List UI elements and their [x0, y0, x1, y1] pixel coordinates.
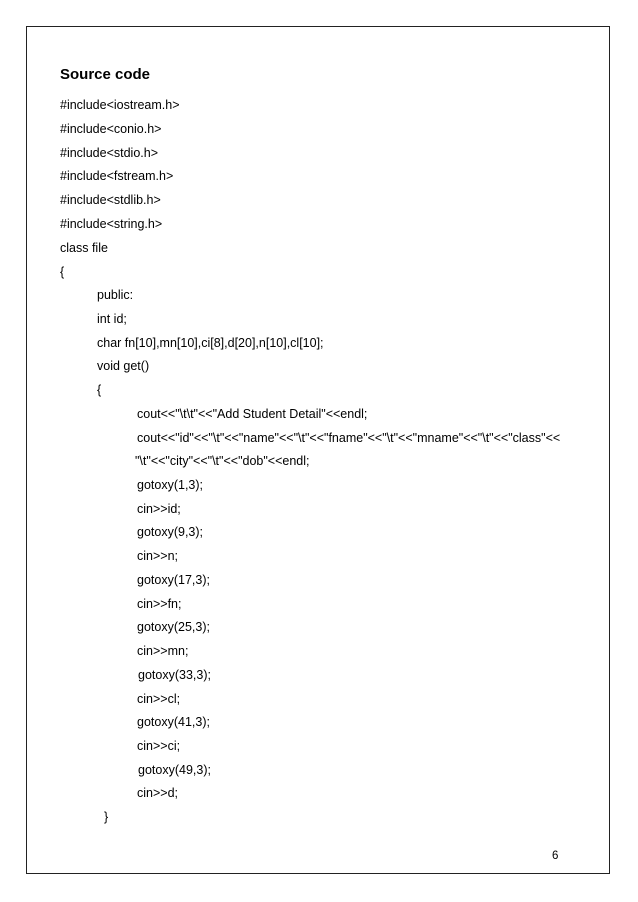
- code-line: char fn[10],mn[10],ci[8],d[20],n[10],cl[10];: [97, 336, 324, 350]
- code-line: cin>>n;: [137, 549, 179, 563]
- code-line: #include<string.h>: [60, 217, 163, 231]
- code-line: cout<<"id"<<"\t"<<"name"<<"\t"<<"fname"<<"\t"<<"mname"<<"\t"<<"class"<<: [137, 431, 561, 445]
- code-line: gotoxy(49,3);: [138, 763, 211, 777]
- code-line: cin>>ci;: [137, 739, 181, 753]
- code-line: #include<conio.h>: [60, 122, 162, 136]
- code-line: #include<iostream.h>: [60, 98, 180, 112]
- code-line: cout<<"\t\t"<<"Add Student Detail"<<endl;: [137, 407, 368, 421]
- code-line: }: [104, 810, 109, 824]
- code-line: "\t"<<"city"<<"\t"<<"dob"<<endl;: [135, 454, 310, 468]
- code-line: gotoxy(9,3);: [137, 525, 204, 539]
- code-line: cin>>id;: [137, 502, 181, 516]
- code-line: class file: [60, 241, 108, 255]
- code-line: gotoxy(1,3);: [137, 478, 204, 492]
- code-line: gotoxy(25,3);: [137, 620, 210, 634]
- code-line: #include<fstream.h>: [60, 169, 174, 183]
- code-line: gotoxy(33,3);: [138, 668, 211, 682]
- code-line: cin>>cl;: [137, 692, 181, 706]
- code-line: cin>>mn;: [137, 644, 189, 658]
- code-line: cin>>d;: [137, 786, 179, 800]
- code-line: public:: [97, 288, 134, 302]
- code-line: #include<stdio.h>: [60, 146, 158, 160]
- code-line: gotoxy(17,3);: [137, 573, 210, 587]
- code-line: void get(): [97, 359, 150, 373]
- section-title: Source code: [60, 66, 151, 83]
- code-line: gotoxy(41,3);: [137, 715, 210, 729]
- code-line: #include<stdlib.h>: [60, 193, 161, 207]
- code-line: {: [97, 383, 102, 397]
- page-number: 6: [552, 850, 559, 862]
- code-line: int id;: [97, 312, 127, 326]
- code-line: {: [60, 265, 65, 279]
- code-line: cin>>fn;: [137, 597, 182, 611]
